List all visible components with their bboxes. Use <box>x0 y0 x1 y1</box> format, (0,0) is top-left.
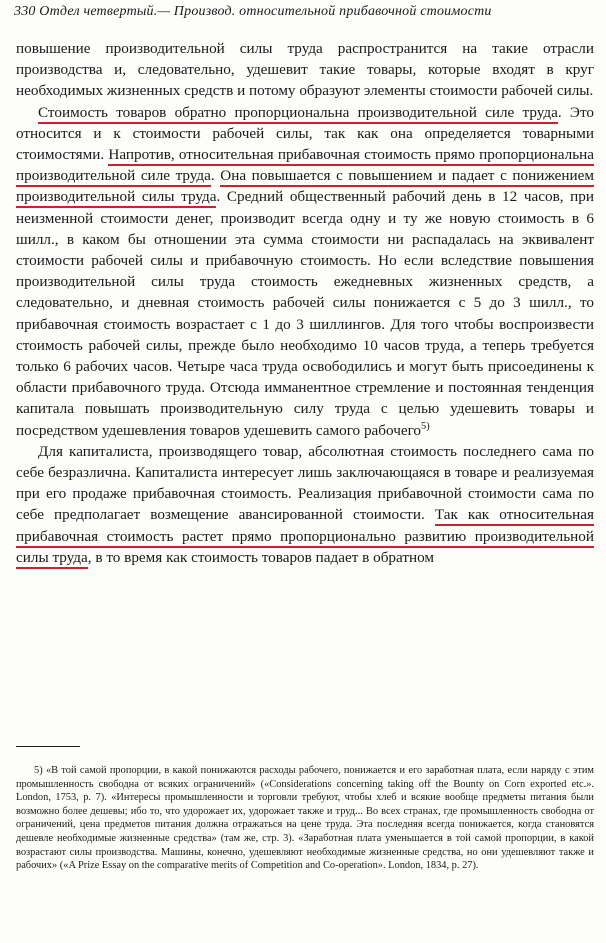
underlined-phrase: Стоимость товаров обратно пропорциональна производительной силе труда <box>38 104 558 124</box>
paragraph <box>16 441 594 568</box>
paragraph <box>16 38 594 102</box>
text-segment: Для капиталиста, производящего товар, абсолютная стоимость последнего сама по себе безразлична. Капиталиста интересует лишь заключающаяся в товаре и реализуемая при его продаже прибавочная стоимость. Реализация прибавочной стоимости сама по себе предполагает возмещение авансированной стоимости. <box>16 442 594 524</box>
main-text <box>16 38 594 568</box>
text-segment: . Средний общественный рабочий день в 12 часов, при неизменной стоимости денег, производит всегда одну и ту же новую стоимость в 6 шилл., в каком бы отношении эта сумма стоимости ни распадалась на эквивалент стоимости рабочей силы и прибавочную стоимость. Но если вследствие повышения производительной силы труда стоимость ежедневных жизненных средств, а следовательно, и дневная стоимость рабочей силы понижается с 5 до 3 шилл., то прибавочная стоимость возрастает с 1 до 3 шиллингов. Для того чтобы воспроизвести стоимость рабочей силы, прежде было необходимо 10 часов труда, а теперь требуется только 6 рабочих часов. Четыре часа труда освободились и могут быть присоединены к области прибавочного труда. Отсюда имманентное стремление и постоянная тенденция капитала повышать производительную силу труда с целью удешевить товары и посредством удешевления товаров удешевить самого рабочего <box>16 188 594 439</box>
text-segment: . Это относится и к стоимости рабочей силы, так как она определяется товарными стоимостями. <box>16 103 594 164</box>
text-segment: повышение производительной силы труда распространится на такие отрасли производства и, следовательно, удешевит такие товары, которые входят в круг необходимых жизненных средств и потому образуют элементы стоимости рабочей силы. <box>16 40 594 100</box>
underlined-phrase: Она повышается с повышением и падает с понижением производительной силы труда <box>16 167 594 208</box>
text-segment: . <box>210 167 221 185</box>
underlined-phrase: Так как относительная прибавочная стоимость растет прямо пропорционально развитию производительной силы труда <box>16 506 594 568</box>
text-segment: , в то время как стоимость товаров падает в обратном <box>87 548 435 566</box>
footnote: 5) «В той самой пропорции, в какой понижаются расходы рабочего, понижается и его заработная плата, если наряду с этим промышленность свободна от всяких ограничений» («Considerations concerning taking off the Bounty on Corn exported etc.». London, 1753, p. 7). «Интересы промышленности и торговли требуют, чтобы хлеб и всякие вообще предметы питания были возможно более дешевы; ибо то, что удорожает их, удорожает также и труд... Во всех странах, где промышленность свободна от ограничений, цена предметов питания должна отражаться на цене труда. Эта последняя всегда понижается, когда становятся дешевле необходимые жизненные средства» (там же, стр. 3). «Заработная плата уменьшается в той самой пропорции, в какой возрастают силы производства. Машины, конечно, удешевляют необходимые жизненные средства, но они удешевляют также и рабочих» («A Prize Essay on the comparative merits of Competition and Co-operation». London, 1834, p. 27). <box>16 765 594 872</box>
underlined-phrase: Напротив, относительная прибавочная стоимость прямо пропорциональна производительной силе труда <box>16 146 594 187</box>
footnote-marker: 5) <box>421 420 430 432</box>
footnote-separator <box>16 746 80 747</box>
running-header: 330 Отдел четвертый.— Производ. относительной прибавочной стоимости <box>14 4 492 19</box>
paragraph <box>16 102 594 441</box>
